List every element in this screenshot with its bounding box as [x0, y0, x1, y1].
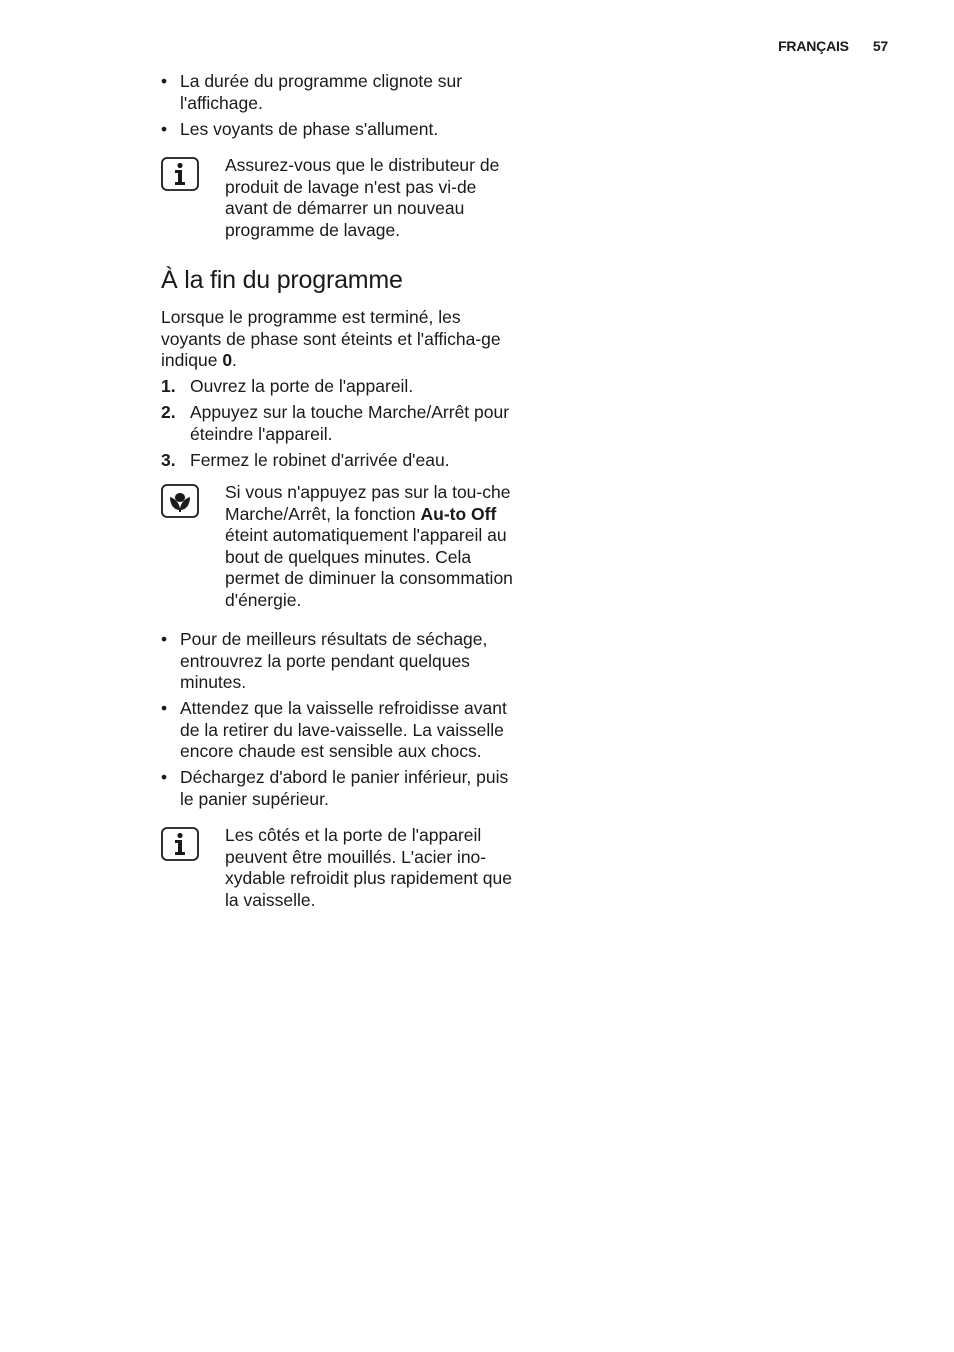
step-text: Appuyez sur la touche Marche/Arrêt pour éteindre l'appareil.	[190, 402, 510, 444]
step-text: Ouvrez la porte de l'appareil.	[190, 376, 414, 396]
list-item: • Pour de meilleurs résultats de séchage, entrouvrez la porte pendant quelques minutes.	[161, 629, 513, 694]
step-number: 2.	[161, 402, 176, 422]
step-item	[161, 376, 513, 398]
section-intro: Lorsque le programme est terminé, les voyants de phase sont éteints et l'afficha-ge indique 0.	[161, 307, 501, 370]
section-title: À la fin du programme	[161, 266, 403, 294]
info-note-1	[161, 155, 513, 241]
bullet-list-bottom	[161, 629, 513, 810]
list-item: • La durée du programme clignote sur l'affichage.	[161, 71, 513, 114]
info-note-text: Les côtés et la porte de l'appareil peuvent être mouillés. L'acier ino-xydable refroidit plus rapidement que la vaisselle.	[225, 825, 512, 910]
environment-note	[161, 482, 513, 611]
step-item	[161, 450, 513, 472]
steps-list	[161, 376, 513, 471]
content-column	[161, 71, 513, 911]
page-number: 57	[872, 38, 888, 54]
info-note-2	[161, 825, 513, 911]
info-note-text: Assurez-vous que le distributeur de produit de lavage n'est pas vi-de avant de démarrer un nouveau programme de lavage.	[225, 155, 500, 240]
list-item: • Attendez que la vaisselle refroidisse avant de la retirer du lave-vaisselle. La vaisselle encore chaude est sensible aux chocs.	[161, 698, 513, 763]
leaf-icon	[161, 484, 197, 516]
display-value: 0	[222, 350, 233, 370]
header-language: FRANÇAIS	[778, 38, 849, 54]
list-item: • Déchargez d'abord le panier inférieur, puis le panier supérieur.	[161, 767, 513, 810]
auto-off-label: Au-to Off	[420, 503, 497, 524]
info-icon	[161, 827, 197, 859]
environment-note-text: Si vous n'appuyez pas sur la tou-che Marche/Arrêt, la fonction Au-to Off éteint automatiquement l'appareil au bout de quelques minutes. Cela permet de diminuer la consommation d'énergie.	[225, 482, 513, 610]
step-number: 1.	[161, 376, 176, 396]
step-number: 3.	[161, 449, 176, 470]
step-text: Fermez le robinet d'arrivée d'eau.	[190, 449, 450, 470]
step-item	[161, 402, 513, 445]
bullet-list-top	[161, 71, 513, 140]
page-header	[778, 38, 888, 54]
list-item: • Les voyants de phase s'allument.	[161, 119, 513, 141]
info-icon	[161, 157, 197, 189]
